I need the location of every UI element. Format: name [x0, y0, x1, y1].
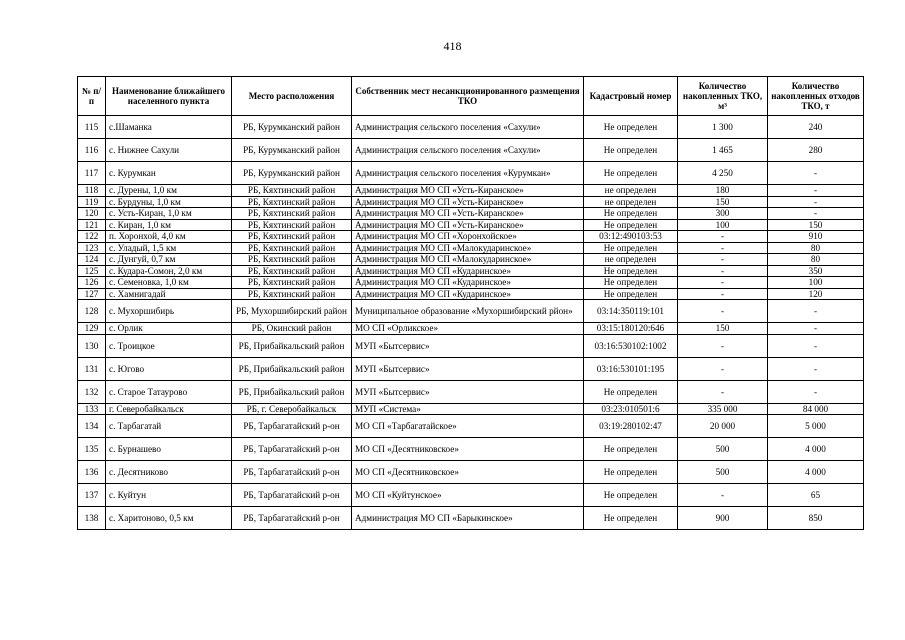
cell-volume: - [678, 288, 768, 300]
cell-num: 131 [78, 357, 106, 380]
cell-location: РБ, Кяхтинский район [232, 196, 352, 208]
cell-mass: 280 [768, 139, 864, 162]
cell-cadastral: 03:14:350119:101 [584, 300, 678, 323]
cell-num: 116 [78, 139, 106, 162]
cell-settlement: с. Куйтун [106, 484, 232, 507]
table-row [78, 415, 864, 438]
cell-cadastral: Не определен [584, 116, 678, 139]
page-number: 418 [443, 39, 462, 53]
cell-num: 121 [78, 219, 106, 231]
table-row [78, 219, 864, 231]
cell-settlement: с. Курумкан [106, 162, 232, 185]
header-num: № п/п [78, 77, 106, 116]
cell-location: РБ, Кяхтинский район [232, 277, 352, 289]
cell-num: 132 [78, 380, 106, 403]
table-row [78, 185, 864, 197]
cell-settlement: с. Хамнигадай [106, 288, 232, 300]
cell-cadastral: не определен [584, 196, 678, 208]
cell-location: РБ, Тарбагатайский р-он [232, 438, 352, 461]
cell-cadastral: 03:12:490103:53 [584, 231, 678, 243]
cell-location: РБ, Курумканский район [232, 162, 352, 185]
cell-location: РБ, Курумканский район [232, 139, 352, 162]
cell-num: 135 [78, 438, 106, 461]
cell-volume: 335 000 [678, 403, 768, 415]
table-row [78, 288, 864, 300]
cell-cadastral: 03:15:180120:646 [584, 323, 678, 335]
cell-volume: 500 [678, 438, 768, 461]
cell-cadastral: Не определен [584, 507, 678, 530]
cell-mass: 4 000 [768, 438, 864, 461]
cell-cadastral: не определен [584, 254, 678, 266]
cell-cadastral: не определен [584, 185, 678, 197]
cell-num: 120 [78, 208, 106, 220]
cell-location: РБ, Кяхтинский район [232, 242, 352, 254]
cell-settlement: с. Мухоршибирь [106, 300, 232, 323]
cell-owner: МУП «Бытсервис» [352, 357, 584, 380]
cell-settlement: с. Десятниково [106, 461, 232, 484]
cell-mass: 350 [768, 265, 864, 277]
cell-mass: 5 000 [768, 415, 864, 438]
cell-location: РБ, Мухоршибирский район [232, 300, 352, 323]
cell-owner: Администрация МО СП «Усть-Киранское» [352, 185, 584, 197]
header-cadastral: Кадастровый номер [584, 77, 678, 116]
cell-owner: Администрация МО СП «Усть-Киранское» [352, 196, 584, 208]
cell-mass: - [768, 196, 864, 208]
cell-owner: МУП «Бытсервис» [352, 380, 584, 403]
cell-volume: - [678, 265, 768, 277]
cell-settlement: с. Харитоново, 0,5 км [106, 507, 232, 530]
cell-owner: Администрация МО СП «Усть-Киранское» [352, 219, 584, 231]
cell-mass: 240 [768, 116, 864, 139]
cell-volume: 150 [678, 323, 768, 335]
table-row [78, 208, 864, 220]
cell-mass: 150 [768, 219, 864, 231]
cell-volume: 4 250 [678, 162, 768, 185]
cell-owner: Муниципальное образование «Мухоршибирский рйон» [352, 300, 584, 323]
table-row [78, 323, 864, 335]
cell-volume: 900 [678, 507, 768, 530]
cell-location: РБ, Кяхтинский район [232, 208, 352, 220]
cell-volume: 150 [678, 196, 768, 208]
cell-mass: - [768, 380, 864, 403]
cell-owner: МО СП «Куйтунское» [352, 484, 584, 507]
cell-cadastral: 03:23:010501:6 [584, 403, 678, 415]
cell-settlement: с. Дурены, 1,0 км [106, 185, 232, 197]
table-row [78, 265, 864, 277]
cell-volume: - [678, 380, 768, 403]
cell-owner: Администрация сельского поселения «Сахули» [352, 116, 584, 139]
cell-mass: - [768, 162, 864, 185]
cell-volume: - [678, 242, 768, 254]
table-row [78, 139, 864, 162]
cell-settlement: с.Шаманка [106, 116, 232, 139]
cell-cadastral: Не определен [584, 208, 678, 220]
cell-settlement: с. Тарбагатай [106, 415, 232, 438]
header-settlement: Наименование ближайшего населенного пункта [106, 77, 232, 116]
cell-mass: 84 000 [768, 403, 864, 415]
cell-cadastral: Не определен [584, 219, 678, 231]
cell-volume: - [678, 231, 768, 243]
cell-mass: - [768, 300, 864, 323]
table-row [78, 380, 864, 403]
cell-location: РБ, Кяхтинский район [232, 288, 352, 300]
cell-mass: - [768, 185, 864, 197]
cell-num: 115 [78, 116, 106, 139]
cell-mass: 910 [768, 231, 864, 243]
cell-owner: Администрация МО СП «Хоронхойское» [352, 231, 584, 243]
cell-num: 138 [78, 507, 106, 530]
cell-mass: 4 000 [768, 461, 864, 484]
cell-cadastral: 03:16:530102:1002 [584, 334, 678, 357]
cell-location: РБ, Прибайкальский район [232, 334, 352, 357]
table-row [78, 254, 864, 266]
cell-num: 117 [78, 162, 106, 185]
cell-settlement: с. Орлик [106, 323, 232, 335]
cell-settlement: с. Старое Татаурово [106, 380, 232, 403]
cell-volume: 1 465 [678, 139, 768, 162]
landfill-table [77, 76, 864, 530]
cell-volume: - [678, 484, 768, 507]
cell-cadastral: Не определен [584, 265, 678, 277]
cell-cadastral: 03:19:280102:47 [584, 415, 678, 438]
cell-location: РБ, Тарбагатайский р-он [232, 415, 352, 438]
table-row [78, 507, 864, 530]
cell-cadastral: Не определен [584, 139, 678, 162]
cell-num: 127 [78, 288, 106, 300]
table-row [78, 438, 864, 461]
cell-volume: - [678, 300, 768, 323]
cell-num: 136 [78, 461, 106, 484]
cell-mass: - [768, 357, 864, 380]
cell-settlement: с. Семеновка, 1,0 км [106, 277, 232, 289]
cell-owner: Администрация МО СП «Барыкинское» [352, 507, 584, 530]
table-row [78, 484, 864, 507]
cell-cadastral: Не определен [584, 380, 678, 403]
cell-volume: - [678, 334, 768, 357]
cell-owner: Администрация МО СП «Кударинское» [352, 265, 584, 277]
cell-num: 118 [78, 185, 106, 197]
cell-num: 128 [78, 300, 106, 323]
cell-cadastral: Не определен [584, 242, 678, 254]
cell-mass: 80 [768, 242, 864, 254]
table-row [78, 403, 864, 415]
cell-mass: 120 [768, 288, 864, 300]
cell-location: РБ, Кяхтинский район [232, 219, 352, 231]
cell-location: РБ, Окинский район [232, 323, 352, 335]
cell-location: РБ, Тарбагатайский р-он [232, 461, 352, 484]
cell-volume: - [678, 357, 768, 380]
cell-num: 126 [78, 277, 106, 289]
cell-settlement: с. Кудара-Сомон, 2,0 км [106, 265, 232, 277]
cell-owner: Администрация МО СП «Малокударинское» [352, 254, 584, 266]
cell-cadastral: Не определен [584, 484, 678, 507]
cell-owner: МО СП «Десятниковское» [352, 461, 584, 484]
cell-owner: Администрация МО СП «Кударинское» [352, 288, 584, 300]
header-location: Место расположения [232, 77, 352, 116]
cell-num: 134 [78, 415, 106, 438]
cell-settlement: с. Киран, 1,0 км [106, 219, 232, 231]
cell-location: РБ, Прибайкальский район [232, 357, 352, 380]
cell-cadastral: 03:16:530101:195 [584, 357, 678, 380]
cell-location: РБ, Кяхтинский район [232, 231, 352, 243]
cell-num: 133 [78, 403, 106, 415]
cell-location: РБ, г. Северобайкальск [232, 403, 352, 415]
cell-owner: Администрация МО СП «Малокударинское» [352, 242, 584, 254]
cell-cadastral: Не определен [584, 277, 678, 289]
cell-owner: МО СП «Тарбагатайское» [352, 415, 584, 438]
cell-mass: 65 [768, 484, 864, 507]
table-row [78, 196, 864, 208]
cell-owner: Администрация МО СП «Усть-Киранское» [352, 208, 584, 220]
cell-location: РБ, Тарбагатайский р-он [232, 484, 352, 507]
table-row [78, 300, 864, 323]
cell-location: РБ, Прибайкальский район [232, 380, 352, 403]
header-mass: Количество накопленных отходов ТКО, т [768, 77, 864, 116]
cell-location: РБ, Кяхтинский район [232, 254, 352, 266]
cell-settlement: с. Дунгуй, 0,7 км [106, 254, 232, 266]
cell-owner: МУП «Бытсервис» [352, 334, 584, 357]
cell-cadastral: Не определен [584, 461, 678, 484]
cell-mass: - [768, 208, 864, 220]
cell-num: 137 [78, 484, 106, 507]
cell-settlement: с. Уладый, 1,5 км [106, 242, 232, 254]
cell-num: 119 [78, 196, 106, 208]
cell-mass: - [768, 323, 864, 335]
cell-settlement: с. Усть-Киран, 1,0 км [106, 208, 232, 220]
cell-owner: Администрация сельского поселения «Сахули» [352, 139, 584, 162]
cell-mass: 100 [768, 277, 864, 289]
cell-volume: - [678, 277, 768, 289]
cell-num: 122 [78, 231, 106, 243]
cell-settlement: п. Хоронхой, 4,0 км [106, 231, 232, 243]
cell-settlement: с. Нижнее Сахули [106, 139, 232, 162]
cell-num: 123 [78, 242, 106, 254]
cell-settlement: г. Северобайкальск [106, 403, 232, 415]
cell-volume: 500 [678, 461, 768, 484]
table-header-row [78, 77, 864, 116]
cell-owner: МО СП «Орликское» [352, 323, 584, 335]
cell-mass: - [768, 334, 864, 357]
cell-num: 129 [78, 323, 106, 335]
cell-volume: 1 300 [678, 116, 768, 139]
table-row [78, 461, 864, 484]
header-owner: Собственник мест несанкционированного размещения ТКО [352, 77, 584, 116]
table-row [78, 277, 864, 289]
table-row [78, 116, 864, 139]
header-volume: Количество накопленных ТКО, м³ [678, 77, 768, 116]
cell-num: 125 [78, 265, 106, 277]
cell-owner: Администрация МО СП «Кударинское» [352, 277, 584, 289]
cell-num: 130 [78, 334, 106, 357]
cell-owner: Администрация сельского поселения «Курумкан» [352, 162, 584, 185]
cell-volume: - [678, 254, 768, 266]
cell-settlement: с. Бурнашево [106, 438, 232, 461]
cell-volume: 180 [678, 185, 768, 197]
table-body [78, 116, 864, 530]
table-row [78, 357, 864, 380]
cell-num: 124 [78, 254, 106, 266]
cell-mass: 850 [768, 507, 864, 530]
cell-settlement: с. Бурдуны, 1,0 км [106, 196, 232, 208]
cell-volume: 20 000 [678, 415, 768, 438]
cell-cadastral: Не определен [584, 162, 678, 185]
cell-volume: 300 [678, 208, 768, 220]
cell-settlement: с. Югово [106, 357, 232, 380]
cell-cadastral: Не определен [584, 438, 678, 461]
table-row [78, 162, 864, 185]
cell-location: РБ, Курумканский район [232, 116, 352, 139]
cell-location: РБ, Тарбагатайский р-он [232, 507, 352, 530]
cell-mass: 80 [768, 254, 864, 266]
cell-location: РБ, Кяхтинский район [232, 185, 352, 197]
cell-location: РБ, Кяхтинский район [232, 265, 352, 277]
cell-cadastral: Не определен [584, 288, 678, 300]
cell-settlement: с. Троицкое [106, 334, 232, 357]
table-row [78, 334, 864, 357]
table-row [78, 231, 864, 243]
table-row [78, 242, 864, 254]
cell-owner: МУП «Система» [352, 403, 584, 415]
cell-volume: 100 [678, 219, 768, 231]
cell-owner: МО СП «Десятниковское» [352, 438, 584, 461]
